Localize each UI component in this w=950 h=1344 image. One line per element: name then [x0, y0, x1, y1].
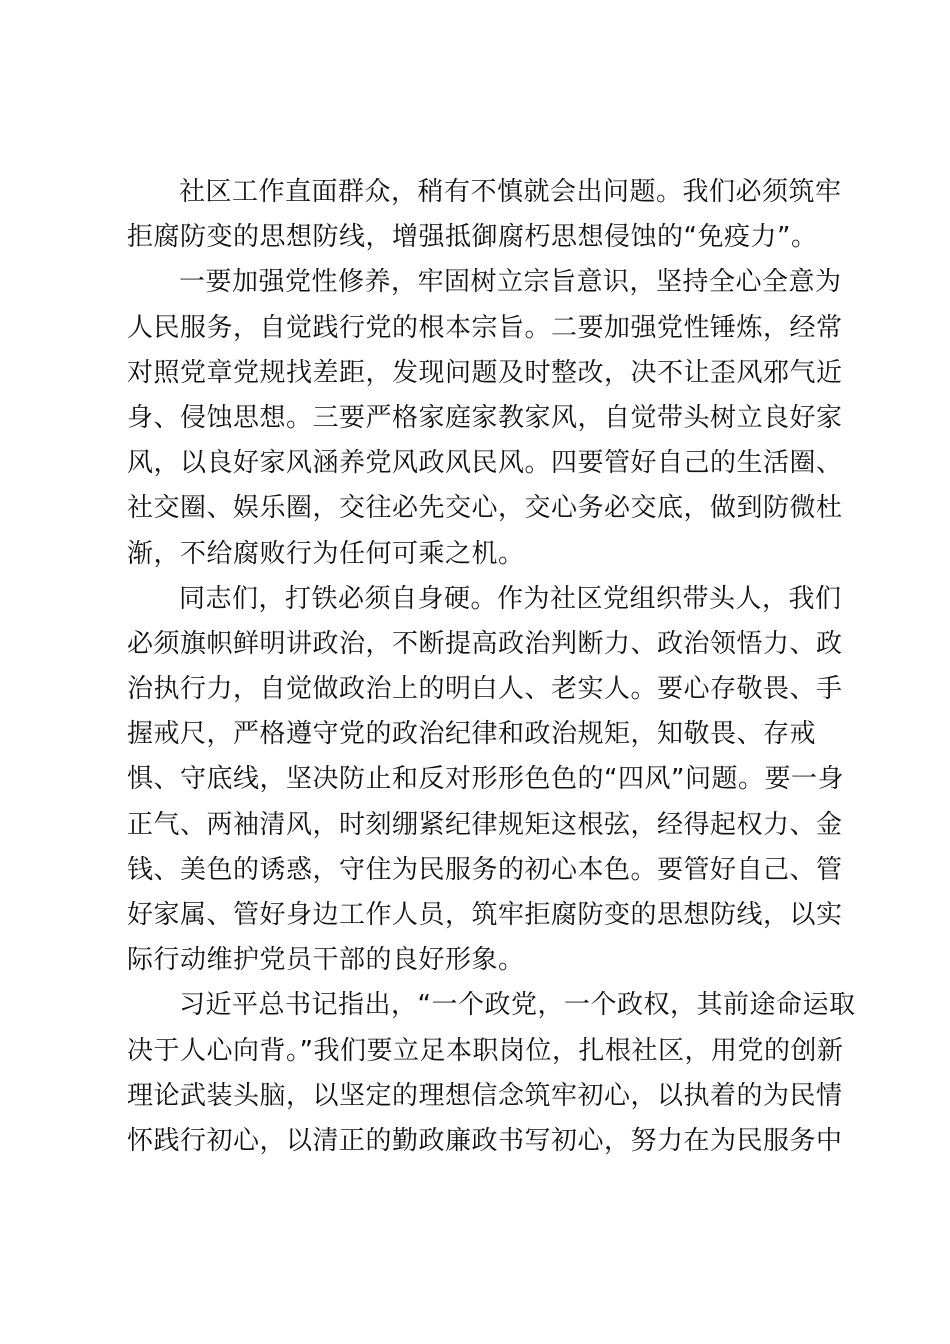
paragraph-4 — [127, 983, 856, 1164]
paragraph-line: 风，以良好家风涵养党风政风民风。四要管好自己的生活圈、 — [127, 448, 843, 479]
paragraph-line: 好家属、管好身边工作人员，筑牢拒腐防变的思想防线，以实 — [127, 900, 843, 930]
document-body — [127, 170, 856, 1164]
paragraph-line: 社交圈、娱乐圈，交往必先交心，交心务必交底，做到防微杜 — [127, 493, 843, 524]
paragraph-line: 社区工作直面群众，稍有不慎就会出问题。我们必须筑牢 — [179, 177, 842, 207]
paragraph-line: 对照党章党规找差距，发现问题及时整改，决不让歪风邪气近 — [127, 357, 843, 388]
paragraph-line: 际行动维护党员干部的良好形象。 — [127, 945, 525, 976]
paragraph-line: 拒腐防变的思想防线，增强抵御腐朽思想侵蚀的“免疫力”。 — [127, 222, 818, 253]
paragraph-line: 渐，不给腐败行为任何可乘之机。 — [127, 538, 525, 569]
paragraph-line: 习近平总书记指出，“一个政党，一个政权，其前途命运取 — [179, 990, 856, 1021]
paragraph-line: 握戒尺，严格遵守党的政治纪律和政治规矩，知敬畏、存戒 — [127, 719, 817, 750]
paragraph-2 — [127, 260, 843, 576]
paragraph-line: 一要加强党性修养，牢固树立宗旨意识，坚持全心全意为 — [179, 267, 842, 298]
paragraph-line: 必须旗帜鲜明讲政治，不断提高政治判断力、政治领悟力、政 — [127, 628, 843, 659]
paragraph-line: 钱、美色的诱惑，守住为民服务的初心本色。要管好自己、管 — [127, 854, 843, 885]
paragraph-line: 同志们，打铁必须自身硬。作为社区党组织带头人，我们 — [179, 583, 842, 614]
paragraph-line: 人民服务，自觉践行党的根本宗旨。二要加强党性锤炼，经常 — [127, 312, 843, 343]
paragraph-line: 治执行力，自觉做政治上的明白人、老实人。要心存敬畏、手 — [127, 674, 843, 705]
paragraph-1 — [127, 170, 842, 260]
paragraph-line: 怀践行初心，以清正的勤政廉政书写初心，努力在为民服务中 — [127, 1125, 843, 1156]
paragraph-line: 正气、两袖清风，时刻绷紧纪律规矩这根弦，经得起权力、金 — [127, 809, 843, 840]
paragraph-line: 决于人心向背。”我们要立足本职岗位，扎根社区，用党的创新 — [127, 1035, 844, 1066]
paragraph-line: 理论武装头脑，以坚定的理想信念筑牢初心，以执着的为民情 — [127, 1080, 843, 1111]
paragraph-3 — [127, 577, 844, 984]
paragraph-line: 惧、守底线，坚决防止和反对形形色色的“四风”问题。要一身 — [127, 764, 844, 795]
paragraph-line: 身、侵蚀思想。三要严格家庭家教家风，自觉带头树立良好家 — [127, 402, 843, 433]
